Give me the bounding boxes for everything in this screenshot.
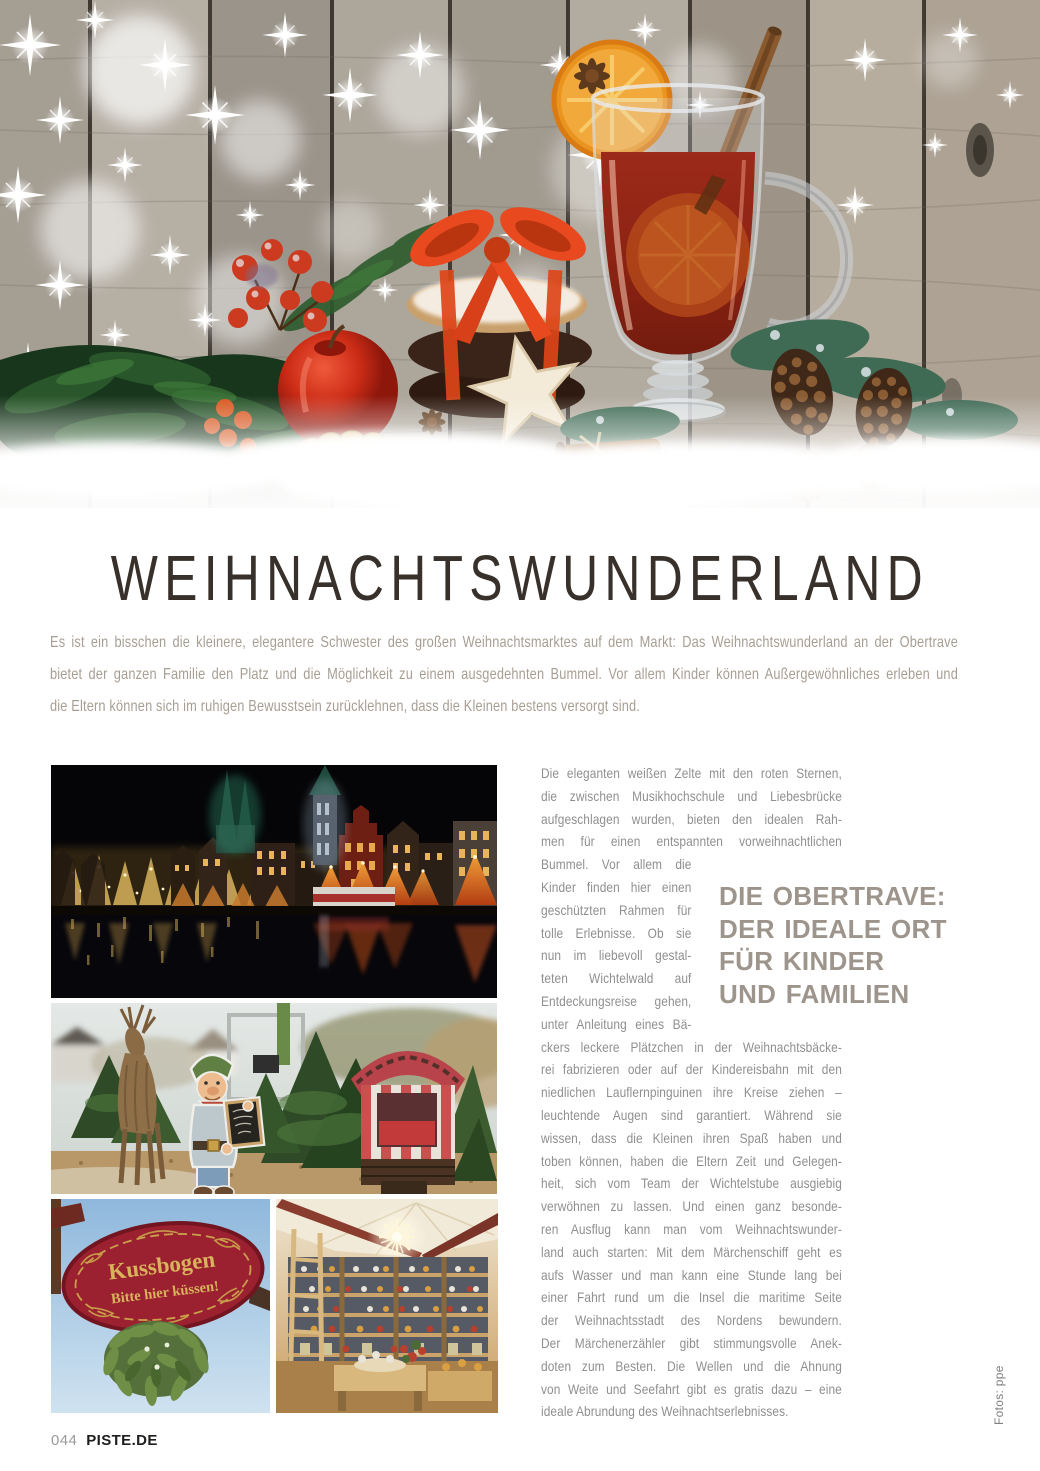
body-paragraph-bottom (541, 1036, 842, 1424)
text-line: wissen, dass die Kleinen ihren Spaß haben und (541, 1129, 842, 1146)
text-line: unter Anleitung eines Bä- (541, 1015, 692, 1032)
photo-kussbogen-sign (51, 1199, 270, 1413)
text-line: ideale Abrundung des Weihnachtserlebnisses. (541, 1403, 789, 1420)
text-line: einer Fahrt rund um die Insel die maritime Seite (541, 1289, 842, 1306)
text-line: geschützten Rahmen für (541, 901, 692, 918)
text-line: land auch starten: Mit dem Märchenschiff geht es (541, 1243, 842, 1260)
body-paragraph-narrow (541, 853, 691, 1035)
text-line: Es ist ein bisschen die kleinere, elegantere Schwester des großen Weihnachtsmarktes auf dem Markt: Das Weihnachtswunderland an der Obertrave (50, 634, 958, 651)
frame-box (253, 1055, 279, 1073)
text-line: doten zum Besten. Die Wellen und die Ahnung (541, 1357, 842, 1374)
photo-market-stall (276, 1199, 498, 1413)
text-line: die Eltern können sich im ruhigen Bewusstsein zurücklehnen, dass die Kleinen bestens versorgt sind. (50, 698, 641, 715)
page-title: WEIHNACHTSWUNDERLAND (110, 542, 929, 614)
photo-night-market (51, 765, 497, 998)
photo-credit: Fotos: ppe (992, 1365, 1006, 1425)
text-line: Der Märchenerzähler gibt stimmungsvolle Anek- (541, 1334, 842, 1351)
text-line: toben können, haben die Eltern Zeit und Gelegen- (541, 1152, 842, 1169)
intro-paragraph (50, 627, 958, 723)
text-line: Die eleganten weißen Zelte mit den roten Sternen, (541, 765, 842, 781)
text-line: Kinder finden hier einen (541, 878, 692, 895)
text-line: heit, sich vom Team der Wichtelstube ausgiebig (541, 1175, 842, 1192)
star-anise-icon (574, 58, 610, 94)
text-line: nun im liebevoll gestal- (541, 947, 692, 964)
text-line: aufgeschlagen wurden, bieten den idealen Rah- (541, 810, 842, 827)
text-line: leuchtende Augen sind garantiert. Während sie (541, 1106, 842, 1123)
text-line: teten Wichtelwald auf (541, 970, 692, 987)
text-line: verwöhnen zu lassen. Und einen ganz besonde- (541, 1198, 842, 1215)
water-reflections (51, 915, 497, 998)
page-number: 044 (51, 1432, 78, 1449)
text-line: FÜR KINDER (719, 946, 885, 976)
text-line: ren Ausflug kann man vom Weihnachtswunder- (541, 1220, 842, 1237)
footer (51, 1432, 158, 1449)
text-line: niedlichen Lauflernpinguinen ihre Kreise ziehen – (541, 1084, 842, 1101)
strandkorb-beach-chair (351, 1051, 465, 1194)
piste-logo: PISTE.DE (86, 1432, 158, 1449)
snow (0, 395, 1040, 530)
text-line: UND FAMILIEN (719, 978, 910, 1009)
text-line: tolle Erlebnisse. Ob sie (541, 924, 692, 941)
text-line: Bummel. Vor allem die (541, 856, 692, 873)
sign-text-line1: Kussbogen (106, 1246, 217, 1285)
text-line: DER IDEALE ORT (719, 913, 947, 944)
text-line: rei fabrizieren oder auf der Kindereisbahn mit den (541, 1061, 842, 1078)
text-line: men für einen entspannten vorweihnachtlichen (541, 833, 842, 850)
hero-image (0, 0, 1040, 530)
sign-text-line2: Bitte hier küssen! (110, 1278, 220, 1308)
text-line: aufs Wasser und man kann eine Stunde lang bei (541, 1266, 842, 1283)
text-line: der Weihnachtsstadt des Nordens bewundern. (541, 1312, 842, 1329)
text-line: Entdeckungsreise gehen, (541, 992, 692, 1009)
article-body (541, 762, 842, 1423)
photo-wichtelwald (51, 1003, 497, 1194)
text-line: von Weite und Seefahrt gibt es gratis dazu – eine (541, 1380, 842, 1397)
pull-quote (719, 880, 947, 1010)
text-line: ckers leckere Plätzchen in der Weihnachtsbäcke- (541, 1038, 842, 1055)
text-line: DIE OBERTRAVE: (719, 881, 946, 911)
text-line: bietet der ganzen Familie den Platz und die Möglichkeit zu einem ausgedehnten Bummel. Vor allem Kinder können Außergewöhnliches erleben und (50, 666, 958, 683)
body-paragraph-top (541, 762, 842, 853)
text-line: die zwischen Musikhochschule und Liebesbrücke (541, 787, 842, 804)
